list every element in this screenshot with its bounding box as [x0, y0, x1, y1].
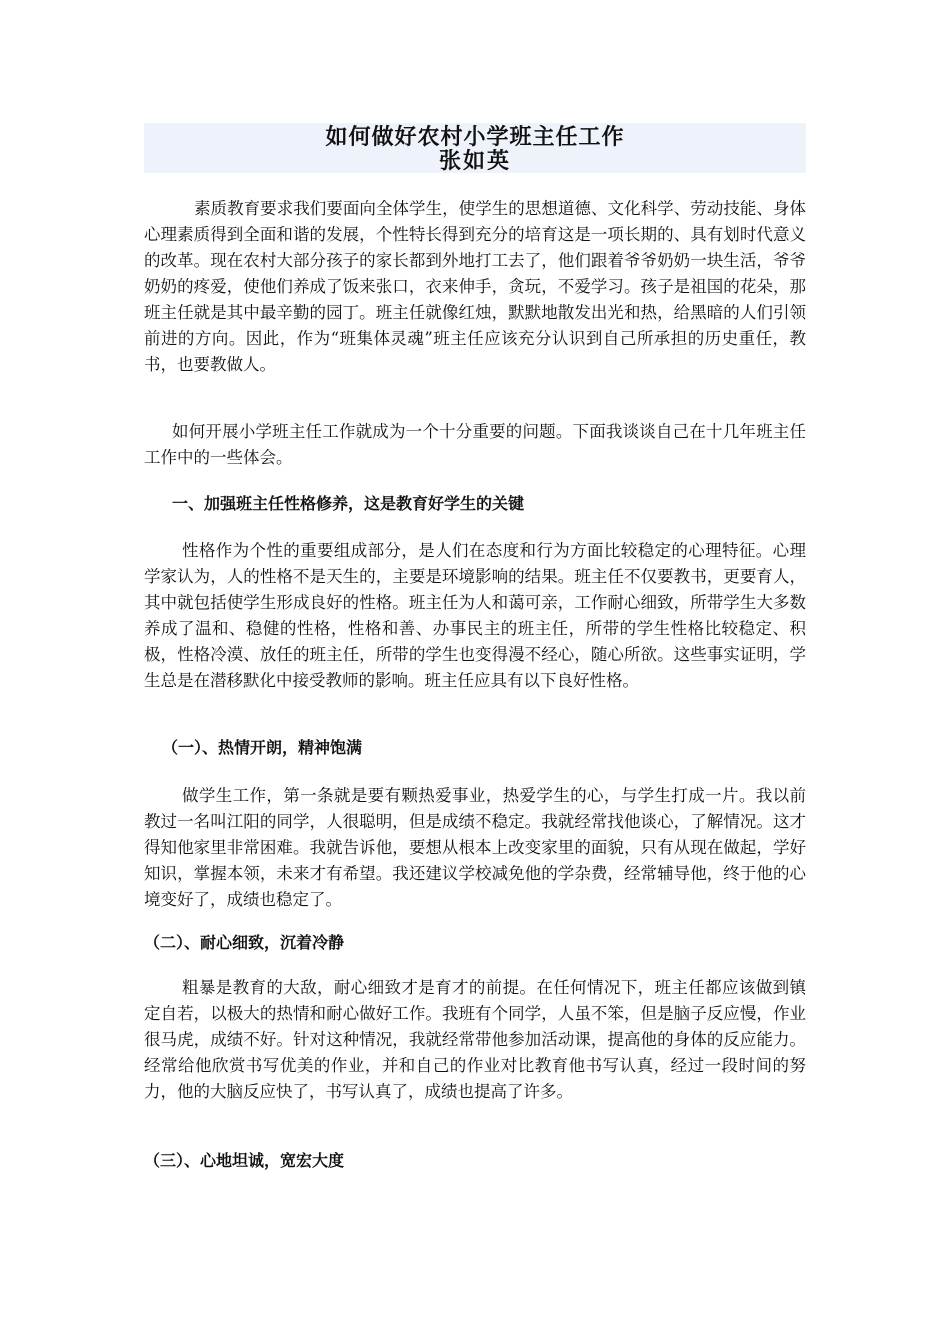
subsection-heading-2: （二）、耐心细致，沉着冷静	[144, 933, 345, 952]
title-block	[144, 123, 806, 173]
section-1-paragraph: 性格作为个性的重要组成部分，是人们在态度和行为方面比较稳定的心理特征。心理学家认为，人的性格不是天生的，主要是环境影响的结果。班主任不仅要教书，更要育人，其中就包括使学生形成良好的性格。班主任为人和蔼可亲，工作耐心细致，所带学生大多数养成了温和、稳健的性格，性格和善、办事民主的班主任，所带的学生性格比较稳定、积极，性格冷漠、放任的班主任，所带的学生也变得漫不经心，随心所欲。这些事实证明，学生总是在潜移默化中接受教师的影响。班主任应具有以下良好性格。	[144, 541, 806, 690]
section-heading-1: 一、加强班主任性格修养，这是教育好学生的关键	[172, 494, 525, 513]
intro-paragraph: 素质教育要求我们要面向全体学生，使学生的思想道德、文化科学、劳动技能、身体心理素质得到全面和谐的发展，个性特长得到充分的培育这是一项长期的、具有划时代意义的改革。现在农村大部分孩子的家长都到外地打工去了，他们跟着爷爷奶奶一块生活，爷爷奶奶的疼爱，使他们养成了饭来张口，衣来伸手，贪玩，不爱学习。孩子是祖国的花朵，那班主任就是其中最辛勤的园丁。班主任就像红烛，默默地散发出光和热，给黑暗的人们引领前进的方向。因此，作为“班集体灵魂”班主任应该充分认识到自己所承担的历史重任，教书，也要教做人。	[144, 199, 806, 374]
subsection-heading-3: （三）、心地坦诚，宽宏大度	[144, 1151, 345, 1170]
subsection-heading-1: （一）、热情开朗，精神饱满	[162, 738, 363, 757]
subsection-1-paragraph: 做学生工作，第一条就是要有颗热爱事业，热爱学生的心，与学生打成一片。我以前教过一名叫江阳的同学，人很聪明，但是成绩不稳定。我就经常找他谈心，了解情况。这才得知他家里非常困难。我就告诉他，要想从根本上改变家里的面貌，只有从现在做起，学好知识，掌握本领，未来才有希望。我还建议学校减免他的学杂费，经常辅导他，终于他的心境变好了，成绩也稳定了。	[144, 786, 806, 909]
subsection-2-paragraph: 粗暴是教育的大敌，耐心细致才是育才的前提。在任何情况下，班主任都应该做到镇定自若，以极大的热情和耐心做好工作。我班有个同学，人虽不笨，但是脑子反应慢，作业很马虎，成绩不好。针对这种情况，我就经常带他参加活动课，提高他的身体的反应能力。经常给他欣赏书写优美的作业，并和自己的作业对比教育他书写认真，经过一段时间的努力，他的大脑反应快了，书写认真了，成绩也提高了许多。	[144, 978, 806, 1101]
document-author: 张如英	[438, 148, 511, 174]
transition-paragraph: 如何开展小学班主任工作就成为一个十分重要的问题。下面我谈谈自己在十几年班主任工作中的一些体会。	[144, 422, 806, 467]
document-title: 如何做好农村小学班主任工作	[325, 124, 625, 150]
